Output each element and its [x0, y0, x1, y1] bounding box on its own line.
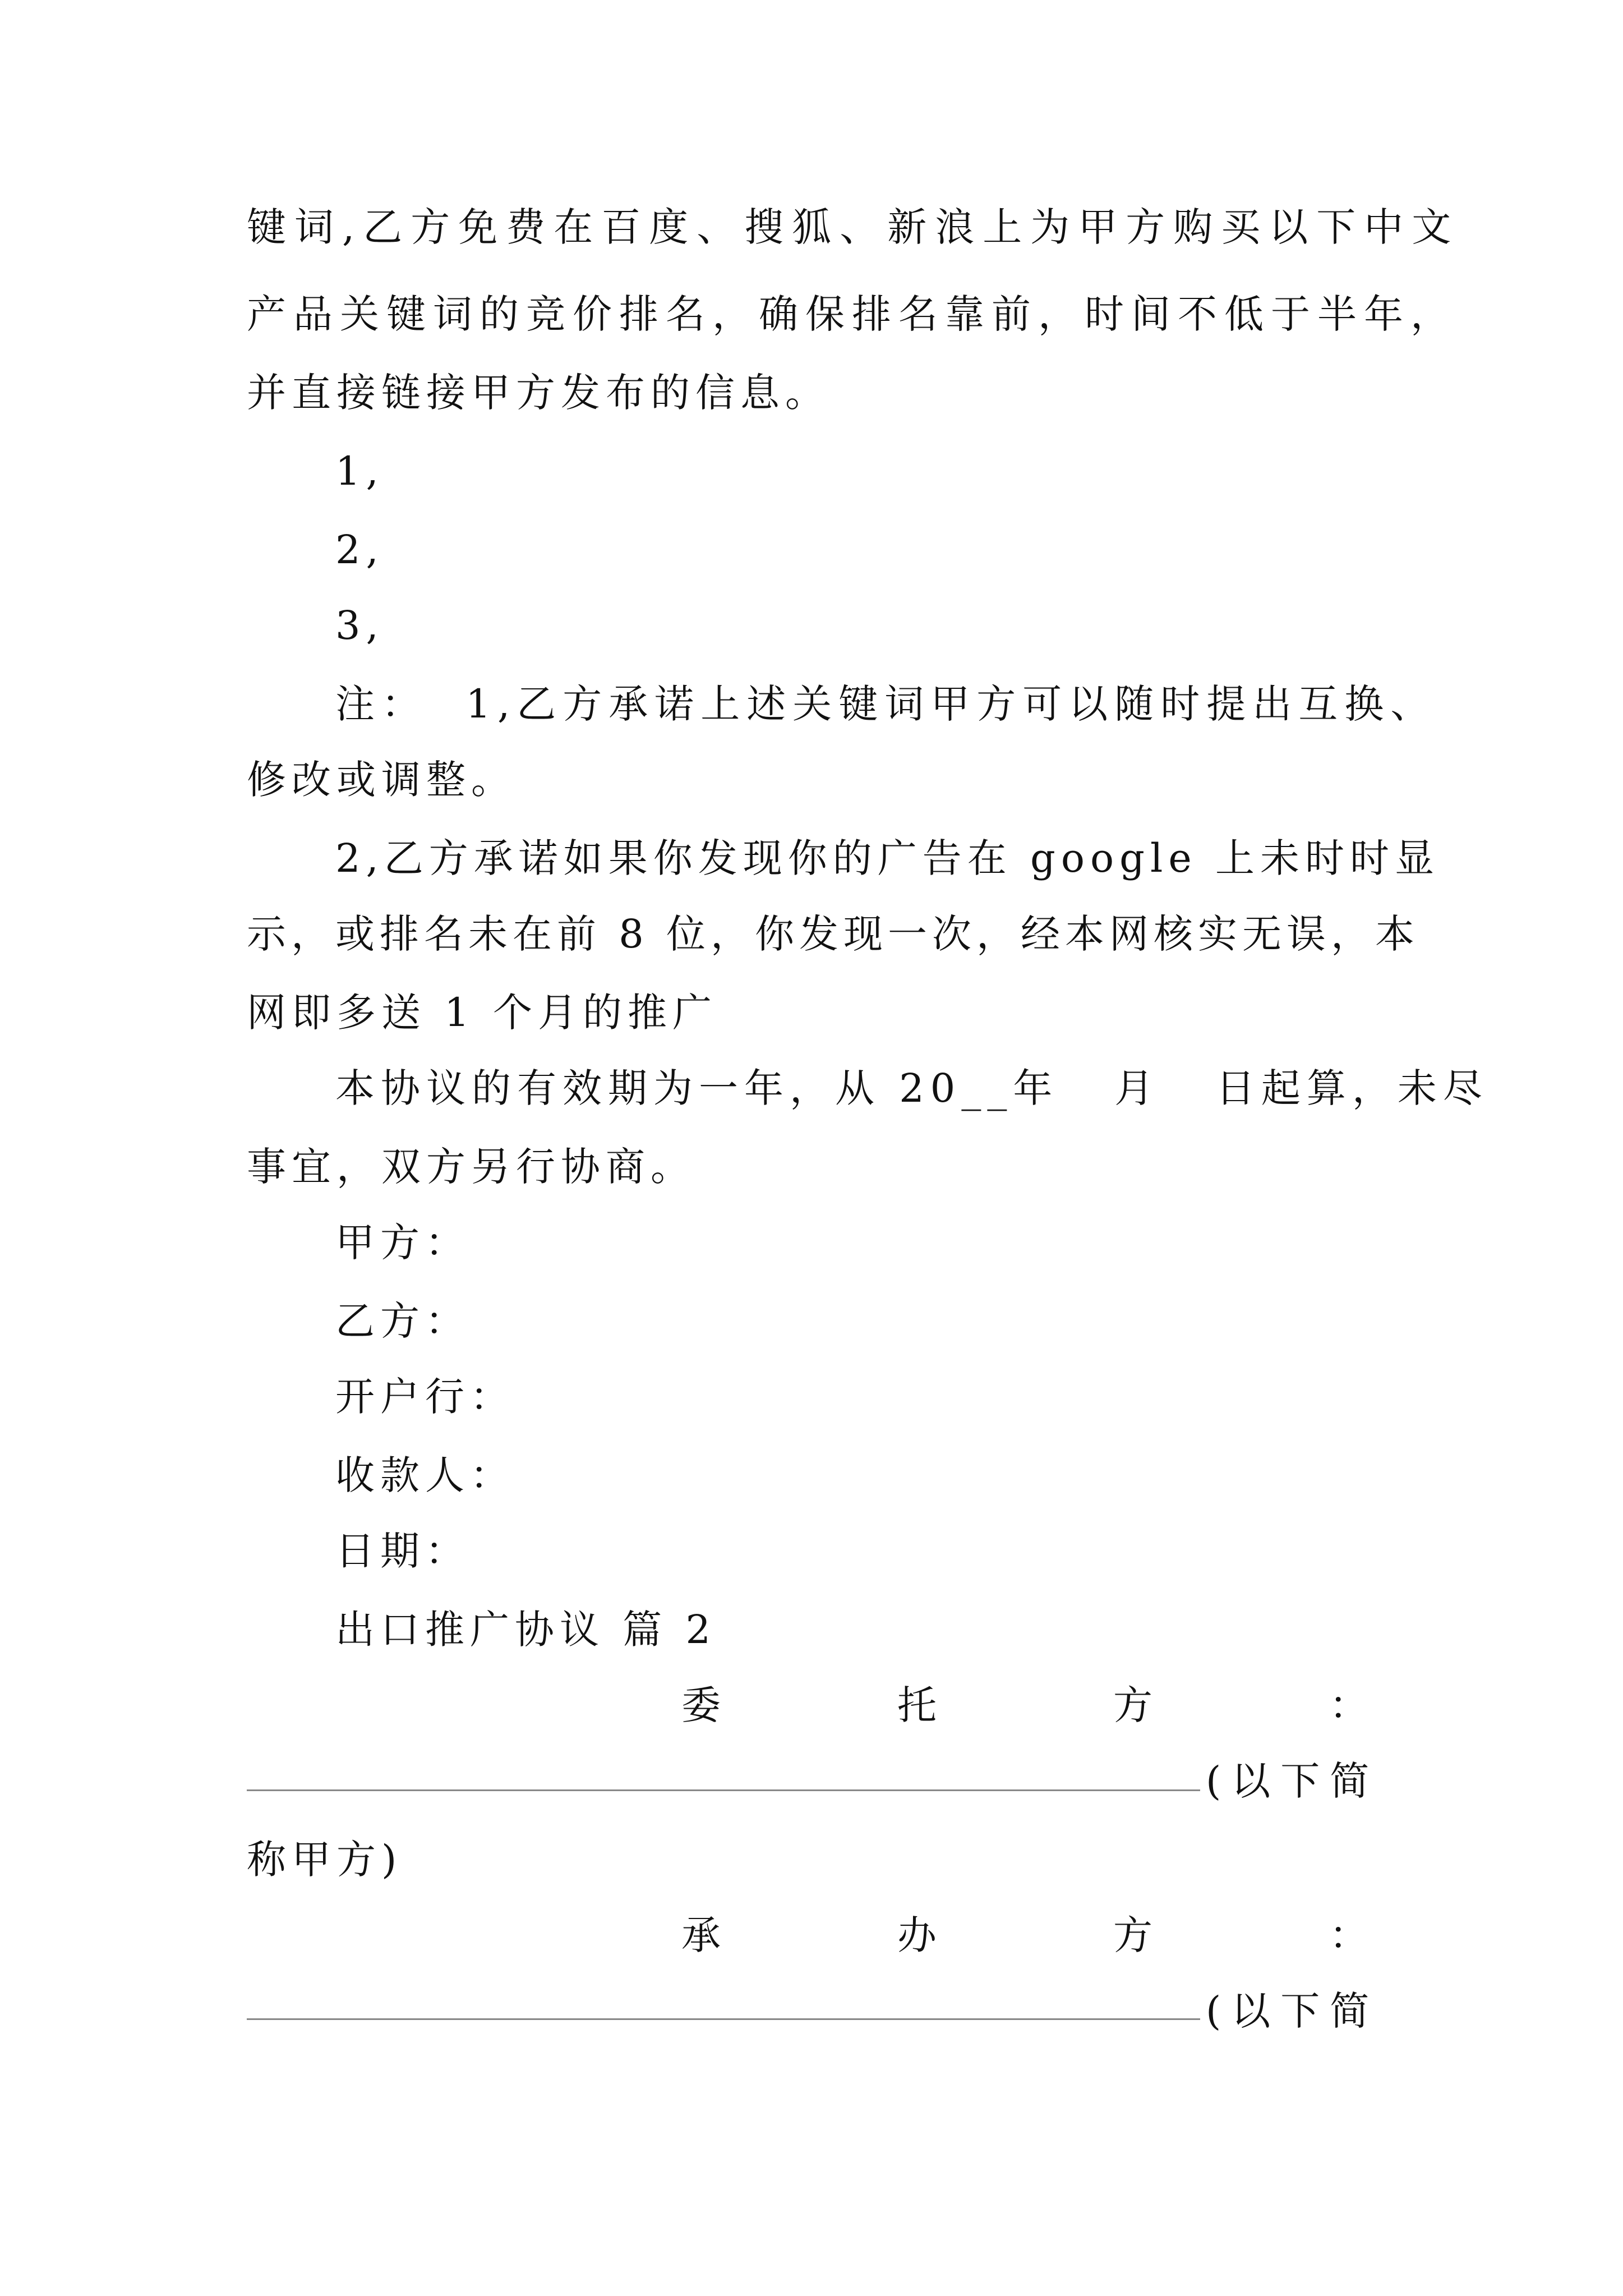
note-line: 注： 1,乙方承诺上述关键词甲方可以随时提出互换、 — [335, 681, 1437, 727]
section-title: 出口推广协议 篇 2 — [335, 1607, 717, 1653]
client-blank-line — [247, 1789, 1200, 1791]
note-line: 示，或排名未在前 8 位，你发现一次，经本网核实无误，本 — [247, 911, 1420, 957]
client-char: 委 — [681, 1682, 721, 1728]
contractor-suffix: (以下简 — [1206, 1988, 1380, 2034]
payee-label: 收款人： — [335, 1452, 515, 1498]
paragraph-line: 键词,乙方免费在百度、搜狐、新浪上为甲方购买以下中文 — [247, 204, 1460, 250]
list-item: 1, — [335, 448, 384, 494]
party-a-label: 甲方： — [335, 1220, 470, 1266]
contractor-char: 承 — [681, 1912, 721, 1958]
client-char: 托 — [897, 1682, 937, 1728]
client-suffix-cont: 称甲方) — [247, 1837, 403, 1883]
contractor-char: 办 — [897, 1912, 937, 1958]
party-b-label: 乙方： — [335, 1298, 470, 1344]
client-suffix: (以下简 — [1206, 1758, 1380, 1804]
contractor-blank-line — [247, 2018, 1200, 2020]
client-label — [681, 1677, 1368, 1733]
note-line: 网即多送 1 个月的推广 — [247, 990, 718, 1036]
validity-line: 事宜，双方另行协商。 — [247, 1144, 695, 1190]
paragraph-line: 并直接链接甲方发布的信息。 — [247, 370, 830, 416]
contractor-label — [681, 1907, 1368, 1963]
list-item: 2, — [335, 527, 384, 573]
list-item: 3, — [335, 602, 384, 648]
note-line: 2,乙方承诺如果你发现你的广告在 google 上未时时显 — [335, 835, 1440, 881]
bank-label: 开户行： — [335, 1374, 515, 1420]
contractor-char: 方 — [1113, 1912, 1152, 1958]
validity-line: 本协议的有效期为一年，从 20__年 月 日起算，未尽 — [335, 1065, 1488, 1111]
client-char: 方 — [1113, 1682, 1152, 1728]
date-label: 日期： — [335, 1528, 470, 1574]
client-char: ： — [1329, 1682, 1368, 1728]
contractor-char: ： — [1329, 1912, 1368, 1958]
note-line: 修改或调整。 — [247, 757, 516, 803]
paragraph-line: 产品关键词的竞价排名，确保排名靠前，时间不低于半年， — [247, 291, 1457, 337]
